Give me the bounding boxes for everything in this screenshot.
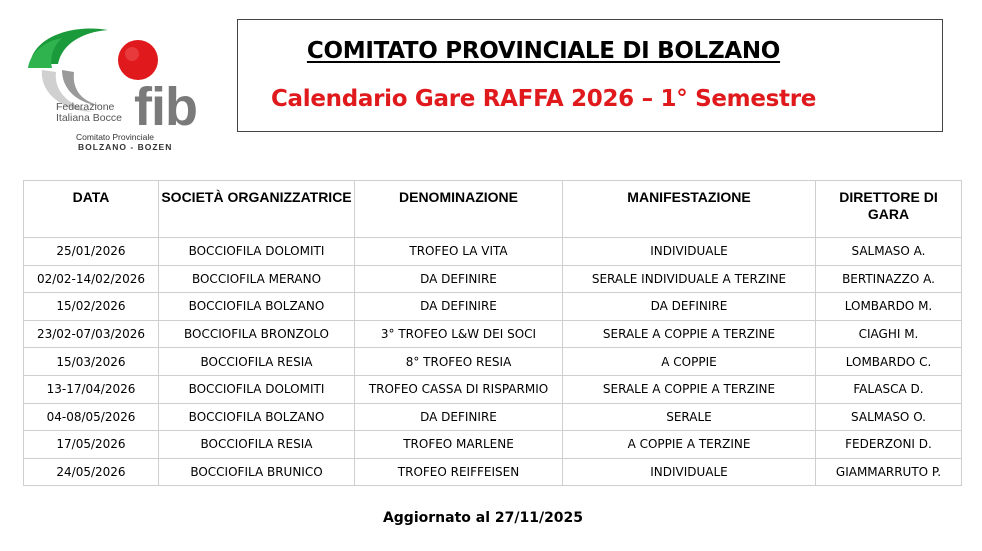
cell-direttore: LOMBARDO C. <box>816 348 962 376</box>
cell-data: 24/05/2026 <box>24 458 159 486</box>
table-row <box>24 238 962 266</box>
table-row <box>24 348 962 376</box>
cell-direttore: GIAMMARRUTO P. <box>816 458 962 486</box>
column-header-manifestazione: MANIFESTAZIONE <box>563 181 816 238</box>
column-header-direttore: DIRETTORE DI GARA <box>816 181 962 238</box>
calendar-table <box>23 180 962 486</box>
logo-federation-text <box>56 102 122 124</box>
table-row <box>24 293 962 321</box>
table-row <box>24 375 962 403</box>
cell-societa: BOCCIOFILA BRONZOLO <box>159 320 355 348</box>
page-title: COMITATO PROVINCIALE DI BOLZANO <box>306 38 781 64</box>
cell-denominazione: TROFEO LA VITA <box>355 238 563 266</box>
cell-manifestazione: SERALE <box>563 403 816 431</box>
table-row <box>24 431 962 459</box>
column-header-denominazione: DENOMINAZIONE <box>355 181 563 238</box>
cell-manifestazione: A COPPIE A TERZINE <box>563 431 816 459</box>
cell-manifestazione: INDIVIDUALE <box>563 238 816 266</box>
cell-denominazione: TROFEO MARLENE <box>355 431 563 459</box>
cell-denominazione: 8° TROFEO RESIA <box>355 348 563 376</box>
header-box <box>237 19 943 132</box>
cell-societa: BOCCIOFILA BRUNICO <box>159 458 355 486</box>
cell-data: 25/01/2026 <box>24 238 159 266</box>
cell-data: 13-17/04/2026 <box>24 375 159 403</box>
cell-direttore: BERTINAZZO A. <box>816 265 962 293</box>
logo-federation-line2: Italiana Bocce <box>56 112 122 124</box>
fib-logo <box>22 24 212 154</box>
cell-manifestazione: A COPPIE <box>563 348 816 376</box>
table-row <box>24 403 962 431</box>
cell-denominazione: TROFEO REIFFEISEN <box>355 458 563 486</box>
column-header-data: DATA <box>24 181 159 238</box>
cell-direttore: CIAGHI M. <box>816 320 962 348</box>
cell-manifestazione: INDIVIDUALE <box>563 458 816 486</box>
cell-denominazione: DA DEFINIRE <box>355 293 563 321</box>
cell-direttore: LOMBARDO M. <box>816 293 962 321</box>
cell-societa: BOCCIOFILA DOLOMITI <box>159 375 355 403</box>
column-header-societa: SOCIETÀ ORGANIZZATRICE <box>159 181 355 238</box>
cell-data: 23/02-07/03/2026 <box>24 320 159 348</box>
cell-direttore: SALMASO O. <box>816 403 962 431</box>
table-row <box>24 265 962 293</box>
cell-denominazione: TROFEO CASSA DI RISPARMIO <box>355 375 563 403</box>
cell-direttore: FALASCA D. <box>816 375 962 403</box>
page-subtitle: Calendario Gare RAFFA 2026 – 1° Semestre <box>270 86 817 112</box>
cell-societa: BOCCIOFILA BOLZANO <box>159 403 355 431</box>
cell-direttore: SALMASO A. <box>816 238 962 266</box>
logo-federation-line1: Federazione <box>56 101 115 113</box>
table-row <box>24 458 962 486</box>
cell-societa: BOCCIOFILA MERANO <box>159 265 355 293</box>
logo-city: BOLZANO - BOZEN <box>78 142 173 152</box>
updated-note: Aggiornato al 27/11/2025 <box>382 510 584 526</box>
cell-denominazione: DA DEFINIRE <box>355 265 563 293</box>
cell-societa: BOCCIOFILA RESIA <box>159 348 355 376</box>
cell-data: 17/05/2026 <box>24 431 159 459</box>
cell-denominazione: DA DEFINIRE <box>355 403 563 431</box>
cell-societa: BOCCIOFILA RESIA <box>159 431 355 459</box>
cell-manifestazione: DA DEFINIRE <box>563 293 816 321</box>
cell-manifestazione: SERALE A COPPIE A TERZINE <box>563 320 816 348</box>
cell-manifestazione: SERALE A COPPIE A TERZINE <box>563 375 816 403</box>
cell-data: 15/02/2026 <box>24 293 159 321</box>
logo-brand: fib <box>134 77 197 137</box>
cell-manifestazione: SERALE INDIVIDUALE A TERZINE <box>563 265 816 293</box>
table-row <box>24 320 962 348</box>
cell-societa: BOCCIOFILA DOLOMITI <box>159 238 355 266</box>
cell-data: 15/03/2026 <box>24 348 159 376</box>
cell-data: 04-08/05/2026 <box>24 403 159 431</box>
table-header-row <box>24 181 962 238</box>
cell-data: 02/02-14/02/2026 <box>24 265 159 293</box>
logo-comitato: Comitato Provinciale <box>76 132 154 142</box>
cell-direttore: FEDERZONI D. <box>816 431 962 459</box>
cell-societa: BOCCIOFILA BOLZANO <box>159 293 355 321</box>
cell-denominazione: 3° TROFEO L&W DEI SOCI <box>355 320 563 348</box>
